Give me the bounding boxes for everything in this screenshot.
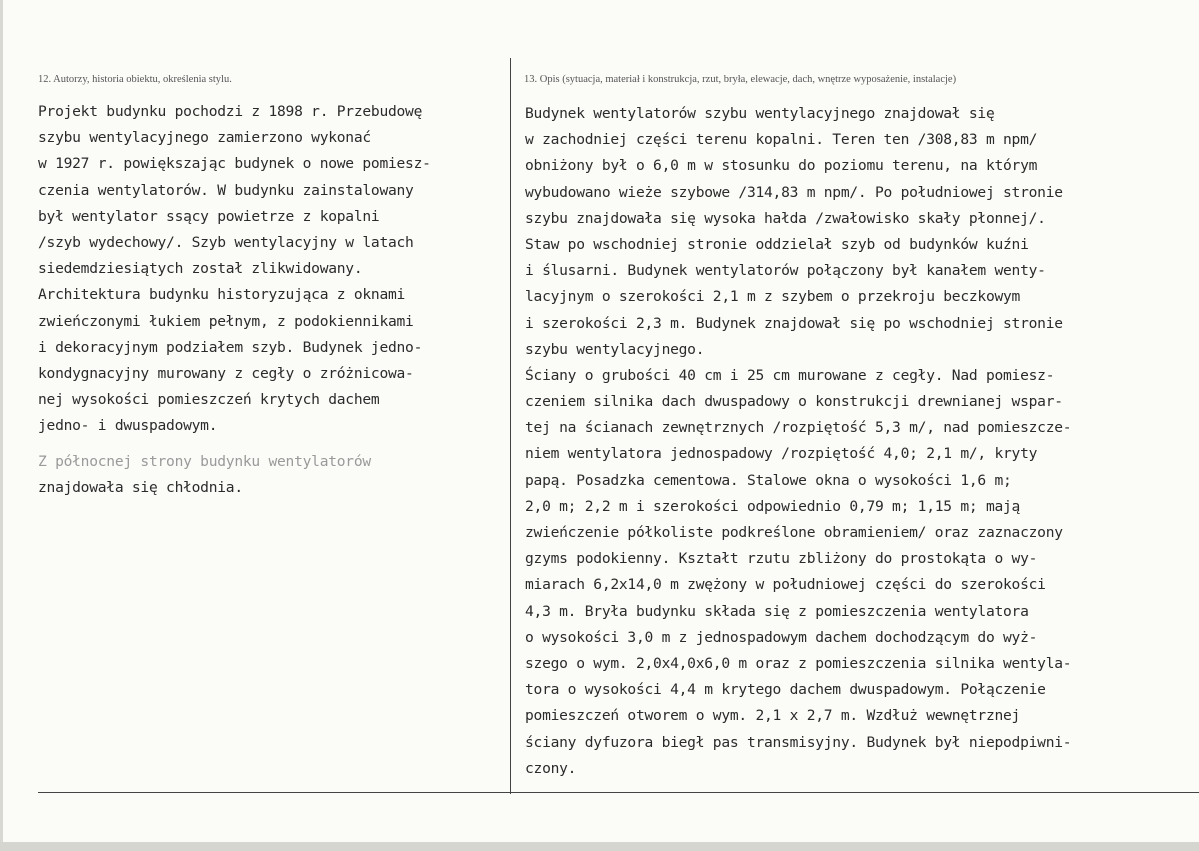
- cold-store-note: [38, 449, 431, 500]
- text-line: tej na ścianach zewnętrznych /rozpiętość 5,3 m/, nad pomieszcze-: [525, 419, 1072, 437]
- text-line: Staw po wschodniej stronie oddzielał szyb od budynków kuźni: [525, 235, 1029, 253]
- bottom-rule: [38, 792, 1199, 793]
- scan-bottom-edge: [0, 842, 1199, 851]
- left-column-header: 12. Autorzy, historia obiektu, określenia stylu.: [38, 74, 232, 85]
- text-line: zwieńczonymi łukiem pełnym, z podokiennikami: [38, 312, 414, 330]
- text-line: czeniem silnika dach dwuspadowy o konstrukcji drewnianej wspar-: [525, 393, 1063, 411]
- text-line: w 1927 r. powiększając budynek o nowe pomiesz-: [38, 155, 431, 173]
- text-line: nej wysokości pomieszczeń krytych dachem: [38, 391, 380, 409]
- text-line: o wysokości 3,0 m z jednospadowym dachem dochodzącym do wyż-: [525, 628, 1038, 646]
- text-line: i szerokości 2,3 m. Budynek znajdował się po wschodniej stronie: [525, 314, 1063, 332]
- text-line: szybu wentylacyjnego zamierzono wykonać: [38, 129, 371, 147]
- text-line: Projekt budynku pochodzi z 1898 r. Przebudowę: [38, 103, 423, 120]
- text-line: niem wentylatora jednospadowy /rozpiętość 4,0; 2,1 m/, kryty: [525, 445, 1038, 463]
- text-line: lacyjnym o szerokości 2,1 m z szybem o przekroju beczkowym: [525, 288, 1021, 306]
- scan-left-edge: [0, 0, 3, 851]
- text-line: kondygnacyjny murowany z cegły o zróżnicowa-: [38, 364, 414, 382]
- text-line: jedno- i dwuspadowym.: [38, 417, 218, 435]
- note-line: Z północnej strony budynku wentylatorów: [38, 453, 371, 471]
- text-line: /szyb wydechowy/. Szyb wentylacyjny w latach: [38, 233, 414, 251]
- text-line: w zachodniej części terenu kopalni. Teren ten /308,83 m npm/: [525, 131, 1038, 149]
- right-column-header: 13. Opis (sytuacja, materiał i konstrukcja, rzut, bryła, elewacje, dach, wnętrze wyposażenie, instalacje): [524, 74, 957, 85]
- text-line: siedemdziesiątych został zlikwidowany.: [38, 260, 363, 278]
- text-line: czony.: [525, 759, 577, 777]
- text-line: czenia wentylatorów. W budynku zainstalowany: [38, 181, 414, 199]
- text-line: 4,3 m. Bryła budynku składa się z pomieszczenia wentylatora: [525, 602, 1029, 620]
- text-line: miarach 6,2x14,0 m zwężony w południowej części do szerokości: [525, 576, 1046, 594]
- text-line: i dekoracyjnym podziałem szyb. Budynek jedno-: [38, 338, 423, 356]
- text-line: zwieńczenie półkoliste podkreślone obramieniem/ oraz zaznaczony: [525, 524, 1063, 541]
- text-line: był wentylator ssący powietrze z kopalni: [38, 207, 380, 225]
- text-line: szybu wentylacyjnego.: [525, 340, 705, 358]
- text-line: papą. Posadzka cementowa. Stalowe okna o wysokości 1,6 m;: [525, 471, 1012, 489]
- text-line: Architektura budynku historyzująca z oknami: [38, 286, 406, 304]
- text-line: wybudowano wieże szybowe /314,83 m npm/. Po południowej stronie: [525, 183, 1063, 201]
- text-line: i ślusarni. Budynek wentylatorów połączony był kanałem wenty-: [525, 262, 1046, 280]
- text-line: tora o wysokości 4,4 m krytego dachem dwuspadowym. Połączenie: [525, 681, 1046, 699]
- history-text: [38, 99, 431, 500]
- description-text: [525, 101, 1071, 782]
- text-line: pomieszczeń otworem o wym. 2,1 x 2,7 m. Wzdłuż wewnętrznej: [525, 707, 1021, 725]
- note-line: znajdowała się chłodnia.: [38, 478, 243, 496]
- text-line: 2,0 m; 2,2 m i szerokości odpowiednio 0,79 m; 1,15 m; mają: [525, 497, 1021, 515]
- text-line: ściany dyfuzora biegł pas transmisyjny. Budynek był niepodpiwni-: [525, 733, 1072, 751]
- text-line: szego o wym. 2,0x4,0x6,0 m oraz z pomieszczenia silnika wentyla-: [525, 654, 1072, 672]
- text-line: Budynek wentylatorów szybu wentylacyjnego znajdował się: [525, 105, 995, 122]
- text-line: gzyms podokienny. Kształt rzutu zbliżony do prostokąta o wy-: [525, 550, 1038, 568]
- column-divider: [510, 58, 511, 794]
- text-line: szybu znajdowała się wysoka hałda /zwałowisko skały płonnej/.: [525, 209, 1046, 227]
- text-line: obniżony był o 6,0 m w stosunku do poziomu terenu, na którym: [525, 157, 1038, 175]
- text-line: Ściany o grubości 40 cm i 25 cm murowane z cegły. Nad pomiesz-: [525, 366, 1055, 384]
